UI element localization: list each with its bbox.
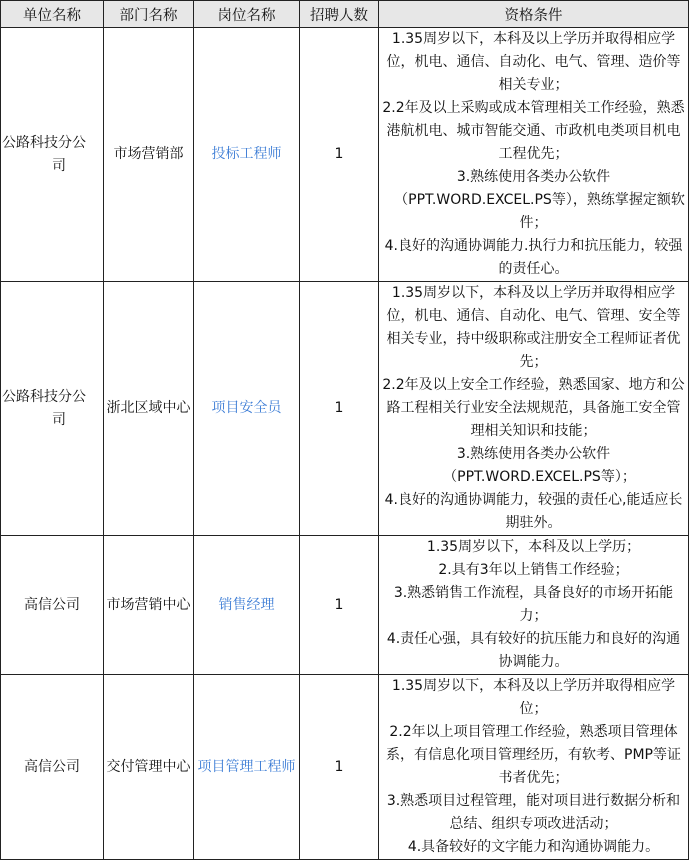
dept-cell: 市场营销部 xyxy=(104,28,194,282)
count-cell: 1 xyxy=(300,282,379,536)
dept-cell: 交付管理中心 xyxy=(104,675,194,860)
req-item: 3.熟练使用各类办公软件 xyxy=(456,446,611,462)
req-cell xyxy=(379,536,689,675)
job-title-link[interactable]: 投标工程师 xyxy=(211,146,282,162)
header-req: 资格条件 xyxy=(379,1,689,28)
count-cell: 1 xyxy=(300,536,379,675)
dept-cell: 市场营销中心 xyxy=(104,536,194,675)
req-cell xyxy=(379,28,689,282)
job-title-link[interactable]: 项目管理工程师 xyxy=(197,758,296,775)
job-cell xyxy=(194,28,300,282)
req-item: 2.具有3年以上销售工作经验； xyxy=(438,562,629,578)
table-row xyxy=(1,675,689,860)
req-cell xyxy=(379,675,689,860)
req-item: 3.熟悉项目过程管理，能对项目进行数据分析和总结、组织专项改进活动； xyxy=(386,793,681,832)
req-item: 1.35周岁以下，本科及以上学历并取得相应学位，机电、通信、自动化、电气、管理、安全等相关专业，持中级职称或注册安全工程师证者优先； xyxy=(386,285,681,370)
unit-cell: 高信公司 xyxy=(1,536,104,675)
job-cell xyxy=(194,282,300,536)
unit-cell: 高信公司 xyxy=(1,675,104,860)
dept-cell: 浙北区域中心 xyxy=(104,282,194,536)
header-dept: 部门名称 xyxy=(104,1,194,28)
req-item: 1.35周岁以下，本科及以上学历； xyxy=(426,539,641,555)
header-row xyxy=(1,1,689,28)
unit-name: 公路科技分公 xyxy=(2,134,86,151)
req-item: 1.35周岁以下，本科及以上学历并取得相应学位，机电、通信、自动化、电气、管理、造价等相关专业； xyxy=(386,31,681,93)
req-item: 3.熟练使用各类办公软件 xyxy=(456,169,611,185)
req-item: 4.责任心强，具有较好的抗压能力和良好的沟通协调能力。 xyxy=(386,631,681,670)
job-title-link[interactable]: 销售经理 xyxy=(218,596,275,613)
unit-name-cont: 司 xyxy=(52,157,66,174)
req-item: （PPT.WORD.EXCEL.PS等）； xyxy=(443,469,636,485)
req-item: 2.2年及以上安全工作经验，熟悉国家、地方和公路工程相关行业安全法规规范，具备施工安全管理相关知识和技能； xyxy=(382,377,685,439)
header-unit: 单位名称 xyxy=(1,1,104,28)
header-count: 招聘人数 xyxy=(300,1,379,28)
unit-name-cont: 司 xyxy=(52,411,66,428)
req-item: 4.具备较好的文字能力和沟通协调能力。 xyxy=(407,839,660,855)
count-cell: 1 xyxy=(300,28,379,282)
table-row xyxy=(1,282,689,536)
unit-cell xyxy=(1,282,104,536)
header-job: 岗位名称 xyxy=(194,1,300,28)
unit-cell xyxy=(1,28,104,282)
req-item: 2.2年以上项目管理工作经验，熟悉项目管理体系，有信息化项目管理经历，有软考、PMP等证书者优先； xyxy=(386,724,681,786)
job-cell xyxy=(194,675,300,860)
table-row xyxy=(1,536,689,675)
job-cell xyxy=(194,536,300,675)
unit-name: 公路科技分公 xyxy=(2,388,86,405)
req-item: 3.熟悉销售工作流程，具备良好的市场开拓能力； xyxy=(393,585,674,624)
req-item: 4.良好的沟通协调能力.执行力和抗压能力，较强的责任心。 xyxy=(384,238,683,277)
req-item: 4.良好的沟通协调能力，较强的责任心,能适应长期驻外。 xyxy=(384,492,683,531)
req-item: （PPT.WORD.EXCEL.PS等），熟练掌握定额软件； xyxy=(394,192,685,231)
count-cell: 1 xyxy=(300,675,379,860)
req-item: 1.35周岁以下，本科及以上学历并取得相应学位； xyxy=(391,678,676,717)
req-cell xyxy=(379,282,689,536)
req-item: 2.2年及以上采购或成本管理相关工作经验，熟悉港航机电、城市智能交通、市政机电类项目机电工程优先； xyxy=(382,100,685,162)
table-row xyxy=(1,28,689,282)
job-title-link[interactable]: 项目安全员 xyxy=(211,400,282,416)
